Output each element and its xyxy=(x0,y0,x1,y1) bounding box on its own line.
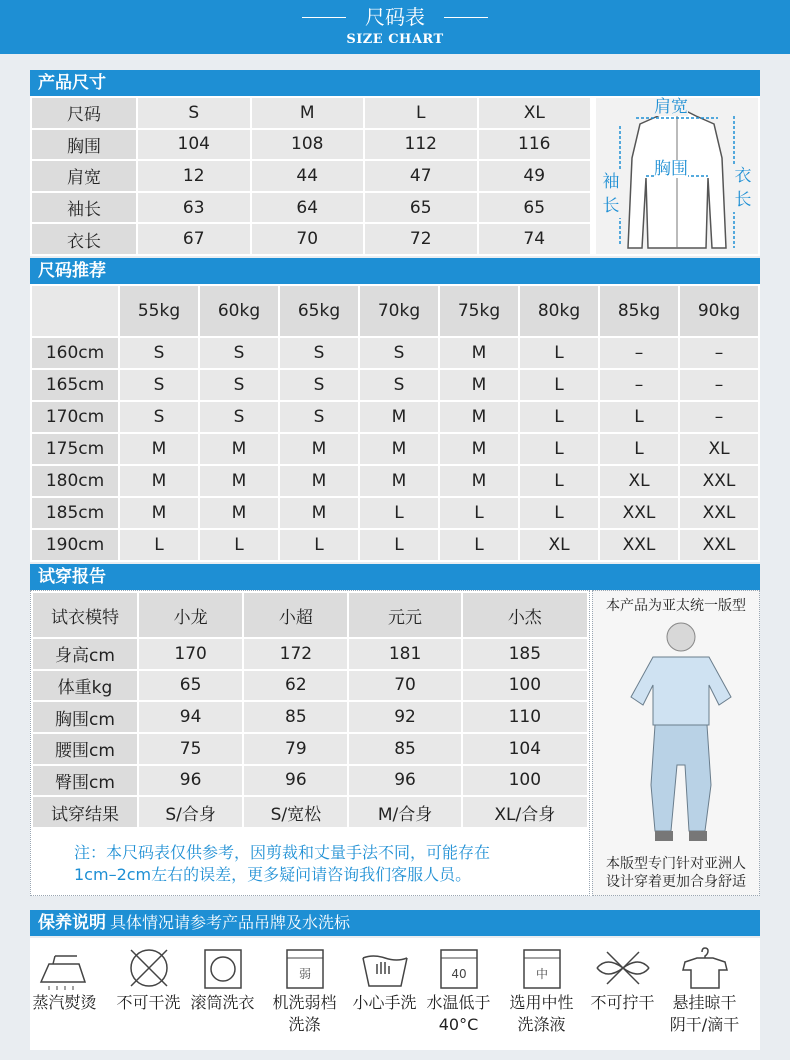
trial-row xyxy=(33,702,587,732)
product-cell: 112 xyxy=(365,130,477,160)
care-item-steam-iron xyxy=(28,938,101,1014)
recommend-corner xyxy=(32,286,118,336)
recommend-cell: S xyxy=(200,338,278,368)
recommend-cell: L xyxy=(360,530,438,560)
product-section-heading: 产品尺寸 xyxy=(30,70,760,96)
trial-cell: 62 xyxy=(244,671,347,701)
weight-header: 75kg xyxy=(440,286,518,336)
product-cell: 72 xyxy=(365,224,477,254)
recommend-cell: M xyxy=(360,434,438,464)
product-cell: 44 xyxy=(252,161,364,191)
recommend-cell: M xyxy=(280,434,358,464)
care-item-no-wring xyxy=(586,938,659,1014)
diagram-shoulder-label: 肩宽 xyxy=(654,97,688,117)
trial-table xyxy=(31,591,589,829)
care-label: 不可干洗 xyxy=(116,993,181,1012)
recommend-cell: M xyxy=(440,466,518,496)
recommend-cell: L xyxy=(600,402,678,432)
product-row-label: 衣长 xyxy=(32,224,136,254)
recommend-cell: L xyxy=(280,530,358,560)
trial-cell: 100 xyxy=(463,671,587,701)
care-label: 蒸汽熨烫 xyxy=(32,993,97,1012)
banner-subtitle: SIZE CHART xyxy=(346,32,444,47)
care-heading-note: 具体情况请参考产品吊牌及水洗标 xyxy=(110,913,351,932)
recommend-cell: M xyxy=(120,434,198,464)
product-cell: XL xyxy=(479,98,591,128)
recommend-section-heading: 尺码推荐 xyxy=(30,258,760,284)
product-row-label: 袖长 xyxy=(32,193,136,223)
recommend-cell: M xyxy=(280,466,358,496)
trial-row-label: 身高cm xyxy=(33,639,137,669)
product-cell: 70 xyxy=(252,224,364,254)
recommend-cell: L xyxy=(520,402,598,432)
weight-header: 70kg xyxy=(360,286,438,336)
product-cell: 49 xyxy=(479,161,591,191)
recommend-cell: M xyxy=(440,434,518,464)
svg-text:弱: 弱 xyxy=(298,967,311,981)
recommend-row xyxy=(32,338,758,368)
trial-section-heading: 试穿报告 xyxy=(30,564,760,590)
trial-cell: 96 xyxy=(139,766,242,796)
trial-row xyxy=(33,671,587,701)
weight-header: 60kg xyxy=(200,286,278,336)
care-label: 水温低于 xyxy=(426,993,491,1012)
height-label: 190cm xyxy=(32,530,118,560)
recommend-cell: M xyxy=(200,498,278,528)
recommend-cell: S xyxy=(280,370,358,400)
trial-cell: 185 xyxy=(463,639,587,669)
recommend-cell: M xyxy=(360,402,438,432)
recommend-cell: M xyxy=(280,498,358,528)
model-bottom-caption-2: 设计穿着更加合身舒适 xyxy=(606,874,746,890)
trial-cell: 96 xyxy=(349,766,460,796)
trial-cell: 170 xyxy=(139,639,242,669)
trial-cell: 70 xyxy=(349,671,460,701)
steam-iron-icon xyxy=(35,944,95,992)
product-cell: 67 xyxy=(138,224,250,254)
weight-header: 80kg xyxy=(520,286,598,336)
svg-text:中: 中 xyxy=(535,967,548,981)
recommend-cell: S xyxy=(120,370,198,400)
product-cell: 63 xyxy=(138,193,250,223)
recommend-cell: L xyxy=(120,530,198,560)
product-cell: 47 xyxy=(365,161,477,191)
care-label-2: 40°C xyxy=(438,1015,479,1034)
care-label: 选用中性 xyxy=(509,993,574,1012)
recommend-row xyxy=(32,434,758,464)
recommend-cell: L xyxy=(520,434,598,464)
recommend-cell: L xyxy=(200,530,278,560)
product-size-table xyxy=(30,96,592,256)
hand-wash-icon xyxy=(355,944,415,992)
care-label: 机洗弱档 xyxy=(272,993,337,1012)
height-label: 170cm xyxy=(32,402,118,432)
product-cell: 116 xyxy=(479,130,591,160)
care-label-2: 阴干/滴干 xyxy=(669,1015,740,1034)
trial-cell: 110 xyxy=(463,702,587,732)
trial-cell: 172 xyxy=(244,639,347,669)
model-figure-icon xyxy=(593,615,759,855)
height-label: 185cm xyxy=(32,498,118,528)
recommend-cell: – xyxy=(600,338,678,368)
trial-row xyxy=(33,766,587,796)
trial-row-label: 体重kg xyxy=(33,671,137,701)
height-label: 160cm xyxy=(32,338,118,368)
diagram-sleeve-label: 袖长 xyxy=(600,170,622,218)
care-item-no-dry-clean xyxy=(112,938,185,1014)
diagram-chest-label: 胸围 xyxy=(654,159,688,179)
recommend-cell: L xyxy=(600,434,678,464)
recommend-cell: S xyxy=(200,402,278,432)
recommend-cell: L xyxy=(440,530,518,560)
trial-cell: 94 xyxy=(139,702,242,732)
height-label: 175cm xyxy=(32,434,118,464)
product-row xyxy=(32,130,590,160)
recommend-cell: XXL xyxy=(600,530,678,560)
weight-header: 90kg xyxy=(680,286,758,336)
recommend-cell: S xyxy=(200,370,278,400)
trial-panel xyxy=(30,590,760,896)
product-row-label: 胸围 xyxy=(32,130,136,160)
recommend-cell: S xyxy=(280,402,358,432)
product-cell: 65 xyxy=(365,193,477,223)
product-row xyxy=(32,161,590,191)
recommend-cell: M xyxy=(120,498,198,528)
recommend-table xyxy=(30,284,760,562)
model-name: 元元 xyxy=(349,593,460,637)
no-wring-icon xyxy=(593,944,653,992)
jacket-diagram xyxy=(596,98,758,254)
product-row xyxy=(32,193,590,223)
recommend-cell: XL xyxy=(600,466,678,496)
product-cell: 74 xyxy=(479,224,591,254)
care-label: 小心手洗 xyxy=(352,993,417,1012)
recommend-cell: XXL xyxy=(680,466,758,496)
recommend-cell: – xyxy=(680,402,758,432)
recommend-cell: – xyxy=(600,370,678,400)
no-dry-clean-icon xyxy=(119,944,179,992)
care-item-water-temp xyxy=(422,938,495,1036)
care-label-2: 洗涤液 xyxy=(517,1015,566,1034)
recommend-cell: L xyxy=(520,338,598,368)
diagram-length-label: 衣长 xyxy=(732,164,754,212)
recommend-cell: L xyxy=(440,498,518,528)
trial-cell: 65 xyxy=(139,671,242,701)
tumble-wash-icon xyxy=(193,944,253,992)
trial-cell: 104 xyxy=(463,734,587,764)
product-cell: S xyxy=(138,98,250,128)
trial-note-line1: 注：本尺码表仅供参考，因剪裁和丈量手法不同，可能存在 xyxy=(74,843,491,862)
recommend-cell: XXL xyxy=(680,530,758,560)
product-cell: 65 xyxy=(479,193,591,223)
trial-cell: 100 xyxy=(463,766,587,796)
product-row xyxy=(32,98,590,128)
product-cell: 12 xyxy=(138,161,250,191)
model-name: 小龙 xyxy=(139,593,242,637)
recommend-cell: M xyxy=(360,466,438,496)
trial-row-label: 臀围cm xyxy=(33,766,137,796)
recommend-cell: – xyxy=(680,338,758,368)
product-cell: 104 xyxy=(138,130,250,160)
banner-title: 尺码表 xyxy=(365,5,425,29)
care-item-neutral-detergent xyxy=(505,938,578,1036)
recommend-panel xyxy=(30,284,760,562)
care-label-2: 洗涤 xyxy=(288,1015,321,1034)
recommend-cell: XXL xyxy=(600,498,678,528)
model-top-caption: 本产品为亚太统一版型 xyxy=(606,598,746,614)
recommend-row xyxy=(32,370,758,400)
recommend-cell: XXL xyxy=(680,498,758,528)
recommend-cell: M xyxy=(440,402,518,432)
trial-cell: M/合身 xyxy=(349,797,460,827)
product-row-label: 尺码 xyxy=(32,98,136,128)
recommend-cell: M xyxy=(200,466,278,496)
recommend-cell: L xyxy=(520,466,598,496)
recommend-cell: M xyxy=(120,466,198,496)
care-item-hand-wash xyxy=(348,938,421,1014)
care-item-hang-dry xyxy=(668,938,741,1036)
trial-cell: S/宽松 xyxy=(244,797,347,827)
trial-row-label: 胸围cm xyxy=(33,702,137,732)
care-label: 悬挂晾干 xyxy=(672,993,737,1012)
product-row-label: 肩宽 xyxy=(32,161,136,191)
product-cell: M xyxy=(252,98,364,128)
recommend-cell: – xyxy=(680,370,758,400)
hang-dry-icon xyxy=(675,944,735,992)
trial-cell: 181 xyxy=(349,639,460,669)
recommend-cell: XL xyxy=(520,530,598,560)
recommend-cell: S xyxy=(360,338,438,368)
recommend-cell: S xyxy=(360,370,438,400)
product-cell: L xyxy=(365,98,477,128)
recommend-cell: XL xyxy=(680,434,758,464)
recommend-row xyxy=(32,498,758,528)
recommend-cell: L xyxy=(520,370,598,400)
trial-cell: S/合身 xyxy=(139,797,242,827)
recommend-cell: M xyxy=(200,434,278,464)
trial-cell: 85 xyxy=(244,702,347,732)
care-icons-panel xyxy=(30,938,760,1050)
model-bottom-caption-1: 本版型专门针对亚洲人 xyxy=(606,856,746,872)
weight-header: 85kg xyxy=(600,286,678,336)
product-cell: 64 xyxy=(252,193,364,223)
recommend-row xyxy=(32,402,758,432)
recommend-cell: L xyxy=(360,498,438,528)
height-label: 180cm xyxy=(32,466,118,496)
trial-row xyxy=(33,734,587,764)
svg-text:40: 40 xyxy=(450,967,467,981)
care-item-tumble-wash xyxy=(186,938,259,1014)
recommend-row xyxy=(32,466,758,496)
weight-header: 55kg xyxy=(120,286,198,336)
height-label: 165cm xyxy=(32,370,118,400)
trial-cell: XL/合身 xyxy=(463,797,587,827)
neutral-detergent-icon xyxy=(512,944,572,992)
trial-cell: 92 xyxy=(349,702,460,732)
product-cell: 108 xyxy=(252,130,364,160)
trial-row xyxy=(33,797,587,827)
trial-note-line2: 1cm–2cm左右的误差，更多疑问请咨询我们客服人员。 xyxy=(74,865,472,884)
trial-cell: 75 xyxy=(139,734,242,764)
recommend-cell: L xyxy=(520,498,598,528)
trial-row-label: 试穿结果 xyxy=(33,797,137,827)
recommend-cell: S xyxy=(280,338,358,368)
recommend-cell: M xyxy=(440,338,518,368)
product-row xyxy=(32,224,590,254)
recommend-row xyxy=(32,530,758,560)
weight-header: 65kg xyxy=(280,286,358,336)
product-panel xyxy=(30,96,760,256)
recommend-cell: M xyxy=(440,370,518,400)
care-label: 不可拧干 xyxy=(590,993,655,1012)
model-name: 小杰 xyxy=(463,593,587,637)
recommend-cell: S xyxy=(120,402,198,432)
machine-gentle-icon xyxy=(275,944,335,992)
trial-cell: 79 xyxy=(244,734,347,764)
recommend-cell: S xyxy=(120,338,198,368)
trial-header-label: 试衣模特 xyxy=(33,593,137,637)
banner xyxy=(0,0,790,54)
trial-cell: 85 xyxy=(349,734,460,764)
model-figure-panel xyxy=(592,590,760,896)
care-section-heading: 保养说明 具体情况请参考产品吊牌及水洗标 xyxy=(30,910,760,936)
care-label: 滚筒洗衣 xyxy=(190,993,255,1012)
care-item-machine-gentle xyxy=(268,938,341,1036)
trial-row xyxy=(33,639,587,669)
trial-row-label: 腰围cm xyxy=(33,734,137,764)
model-name: 小超 xyxy=(244,593,347,637)
water-temp-icon xyxy=(429,944,489,992)
trial-cell: 96 xyxy=(244,766,347,796)
